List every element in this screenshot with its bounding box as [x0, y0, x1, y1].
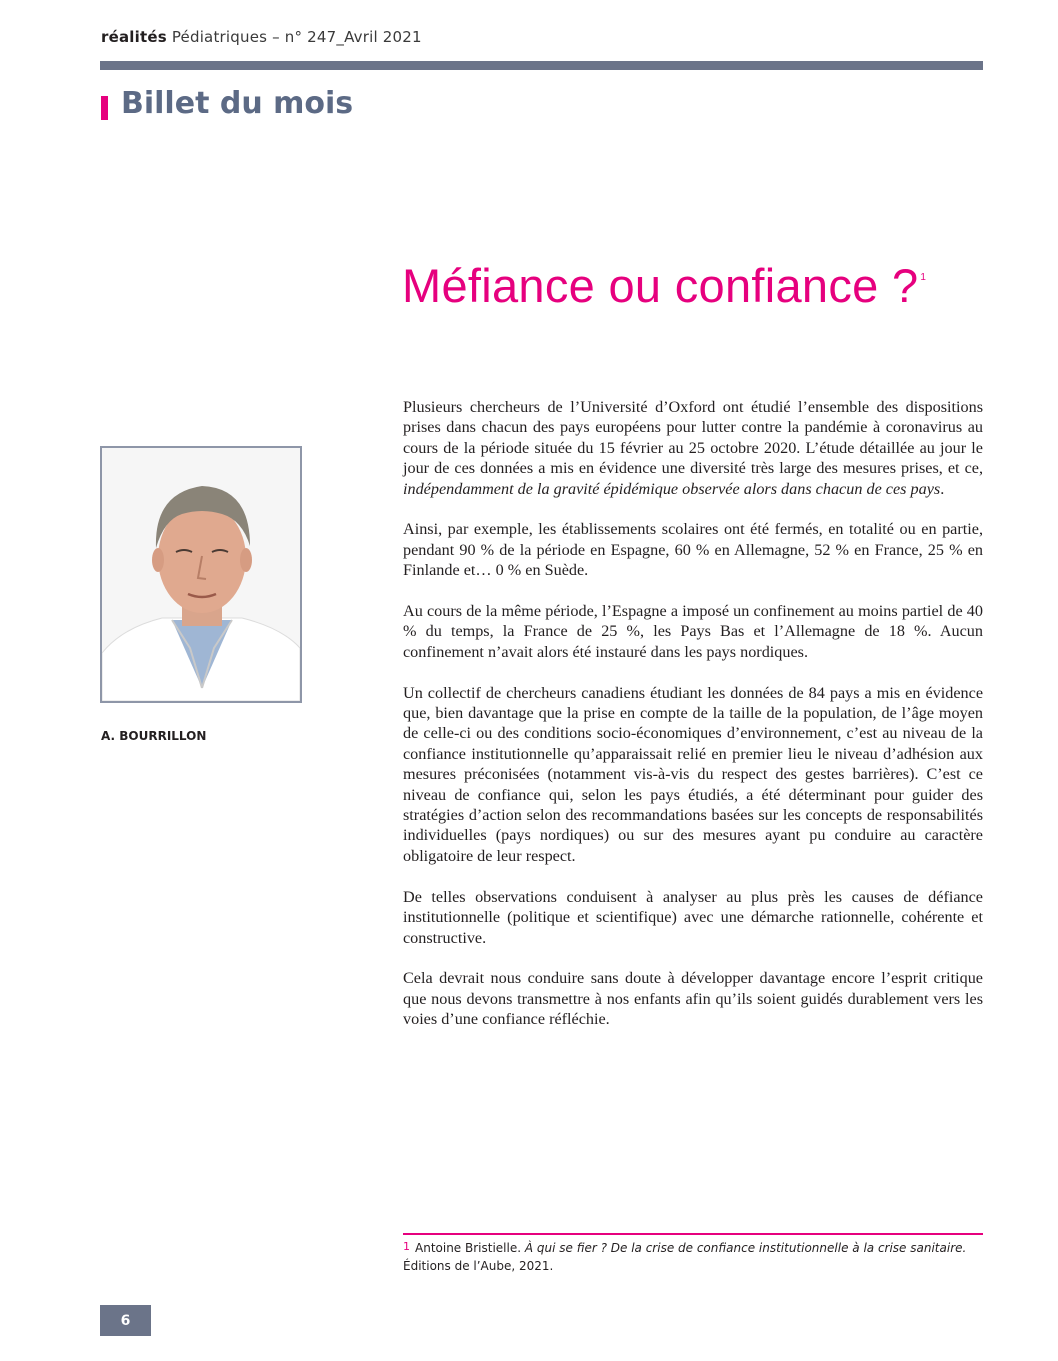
paragraph-text: Plusieurs chercheurs de l’Université d’Oxford ont étudié l’ensemble des dispositions prises dans chacun des pays européens pour lutter contre la pandémie à coronavirus au cours de la période située du 15 février au 25 octobre 2020. L’étude détaillée au jour le jour de ces données a mis en évidence une diversité très large des mesures prises, et ce,	[403, 398, 983, 478]
running-head	[101, 28, 422, 46]
footnote-number: 1	[403, 1240, 410, 1253]
footnote-author: Antoine Bristielle.	[415, 1241, 525, 1255]
article-title-text: Méfiance ou confiance ?	[402, 259, 919, 312]
paragraph-emphasis: indépendamment de la gravité épidémique observée alors dans chacun de ces pays	[403, 479, 941, 498]
article-title	[402, 258, 926, 313]
footnote-publisher: Éditions de l’Aube, 2021.	[403, 1259, 554, 1273]
header-rule	[100, 61, 983, 70]
paragraph: Cela devrait nous conduire sans doute à développer davantage encore l’esprit critique que nous devons transmettre à nos enfants afin qu’ils soient guidés durablement vers les voies d’une confiance réfléchie.	[403, 969, 983, 1029]
rubric-title: Billet du mois	[121, 86, 354, 121]
rubric-marker	[101, 96, 108, 120]
author-name: A. BOURRILLON	[101, 729, 207, 743]
issue-info: Pédiatriques – n° 247_Avril 2021	[166, 28, 422, 46]
paragraph: Au cours de la même période, l’Espagne a imposé un confinement au moins partiel de 40 % du temps, la France de 25 %, les Pays Bas et l’Allemagne de 18 %. Aucun confinement n’avait alors été instauré dans les pays nordiques.	[403, 602, 983, 661]
paragraph: Un collectif de chercheurs canadiens étudiant les données de 84 pays a mis en évidence que, bien davantage que la prise en compte de la taille de la population, de l’âge moyen de celle-ci ou des conditions socio-économiques d’environnement, c’est au niveau de la confiance institutionnelle qu’apparaissait relié en premier lieu le niveau d’adhésion aux mesures préconisées (notamment vis-à-vis du respect des gestes barrières). C’est ce niveau de confiance qui, selon les pays étudiés, a été déterminant pour guider des stratégies d’action selon des recommandations basées sur les concepts de responsabilités individuelles (pays nordiques) ou sur des mesures ayant pu conduire au caractère obligatoire de leur respect.	[403, 683, 983, 865]
paragraph-text: .	[940, 479, 945, 498]
title-footnote-ref: 1	[920, 272, 927, 283]
page-number: 6	[100, 1305, 151, 1336]
paragraph	[403, 397, 983, 499]
footnote-rule	[403, 1233, 983, 1235]
paragraph: De telles observations conduisent à analyser au plus près les causes de défiance institutionnelle (politique et scientifique) avec une démarche rationnelle, cohérente et constructive.	[403, 887, 983, 947]
journal-name: réalités	[101, 28, 167, 46]
footnote	[403, 1238, 983, 1275]
paragraph: Ainsi, par exemple, les établissements scolaires ont été fermés, en totalité ou en partie, pendant 90 % de la période en Espagne, 60 % en Allemagne, 52 % en France, 25 % en Finlande et… 0 % en Suède.	[403, 520, 983, 580]
author-photo	[100, 446, 302, 703]
article-body	[403, 397, 983, 1050]
footnote-book-title: À qui se fier ? De la crise de confiance institutionnelle à la crise sanitaire.	[524, 1241, 967, 1255]
